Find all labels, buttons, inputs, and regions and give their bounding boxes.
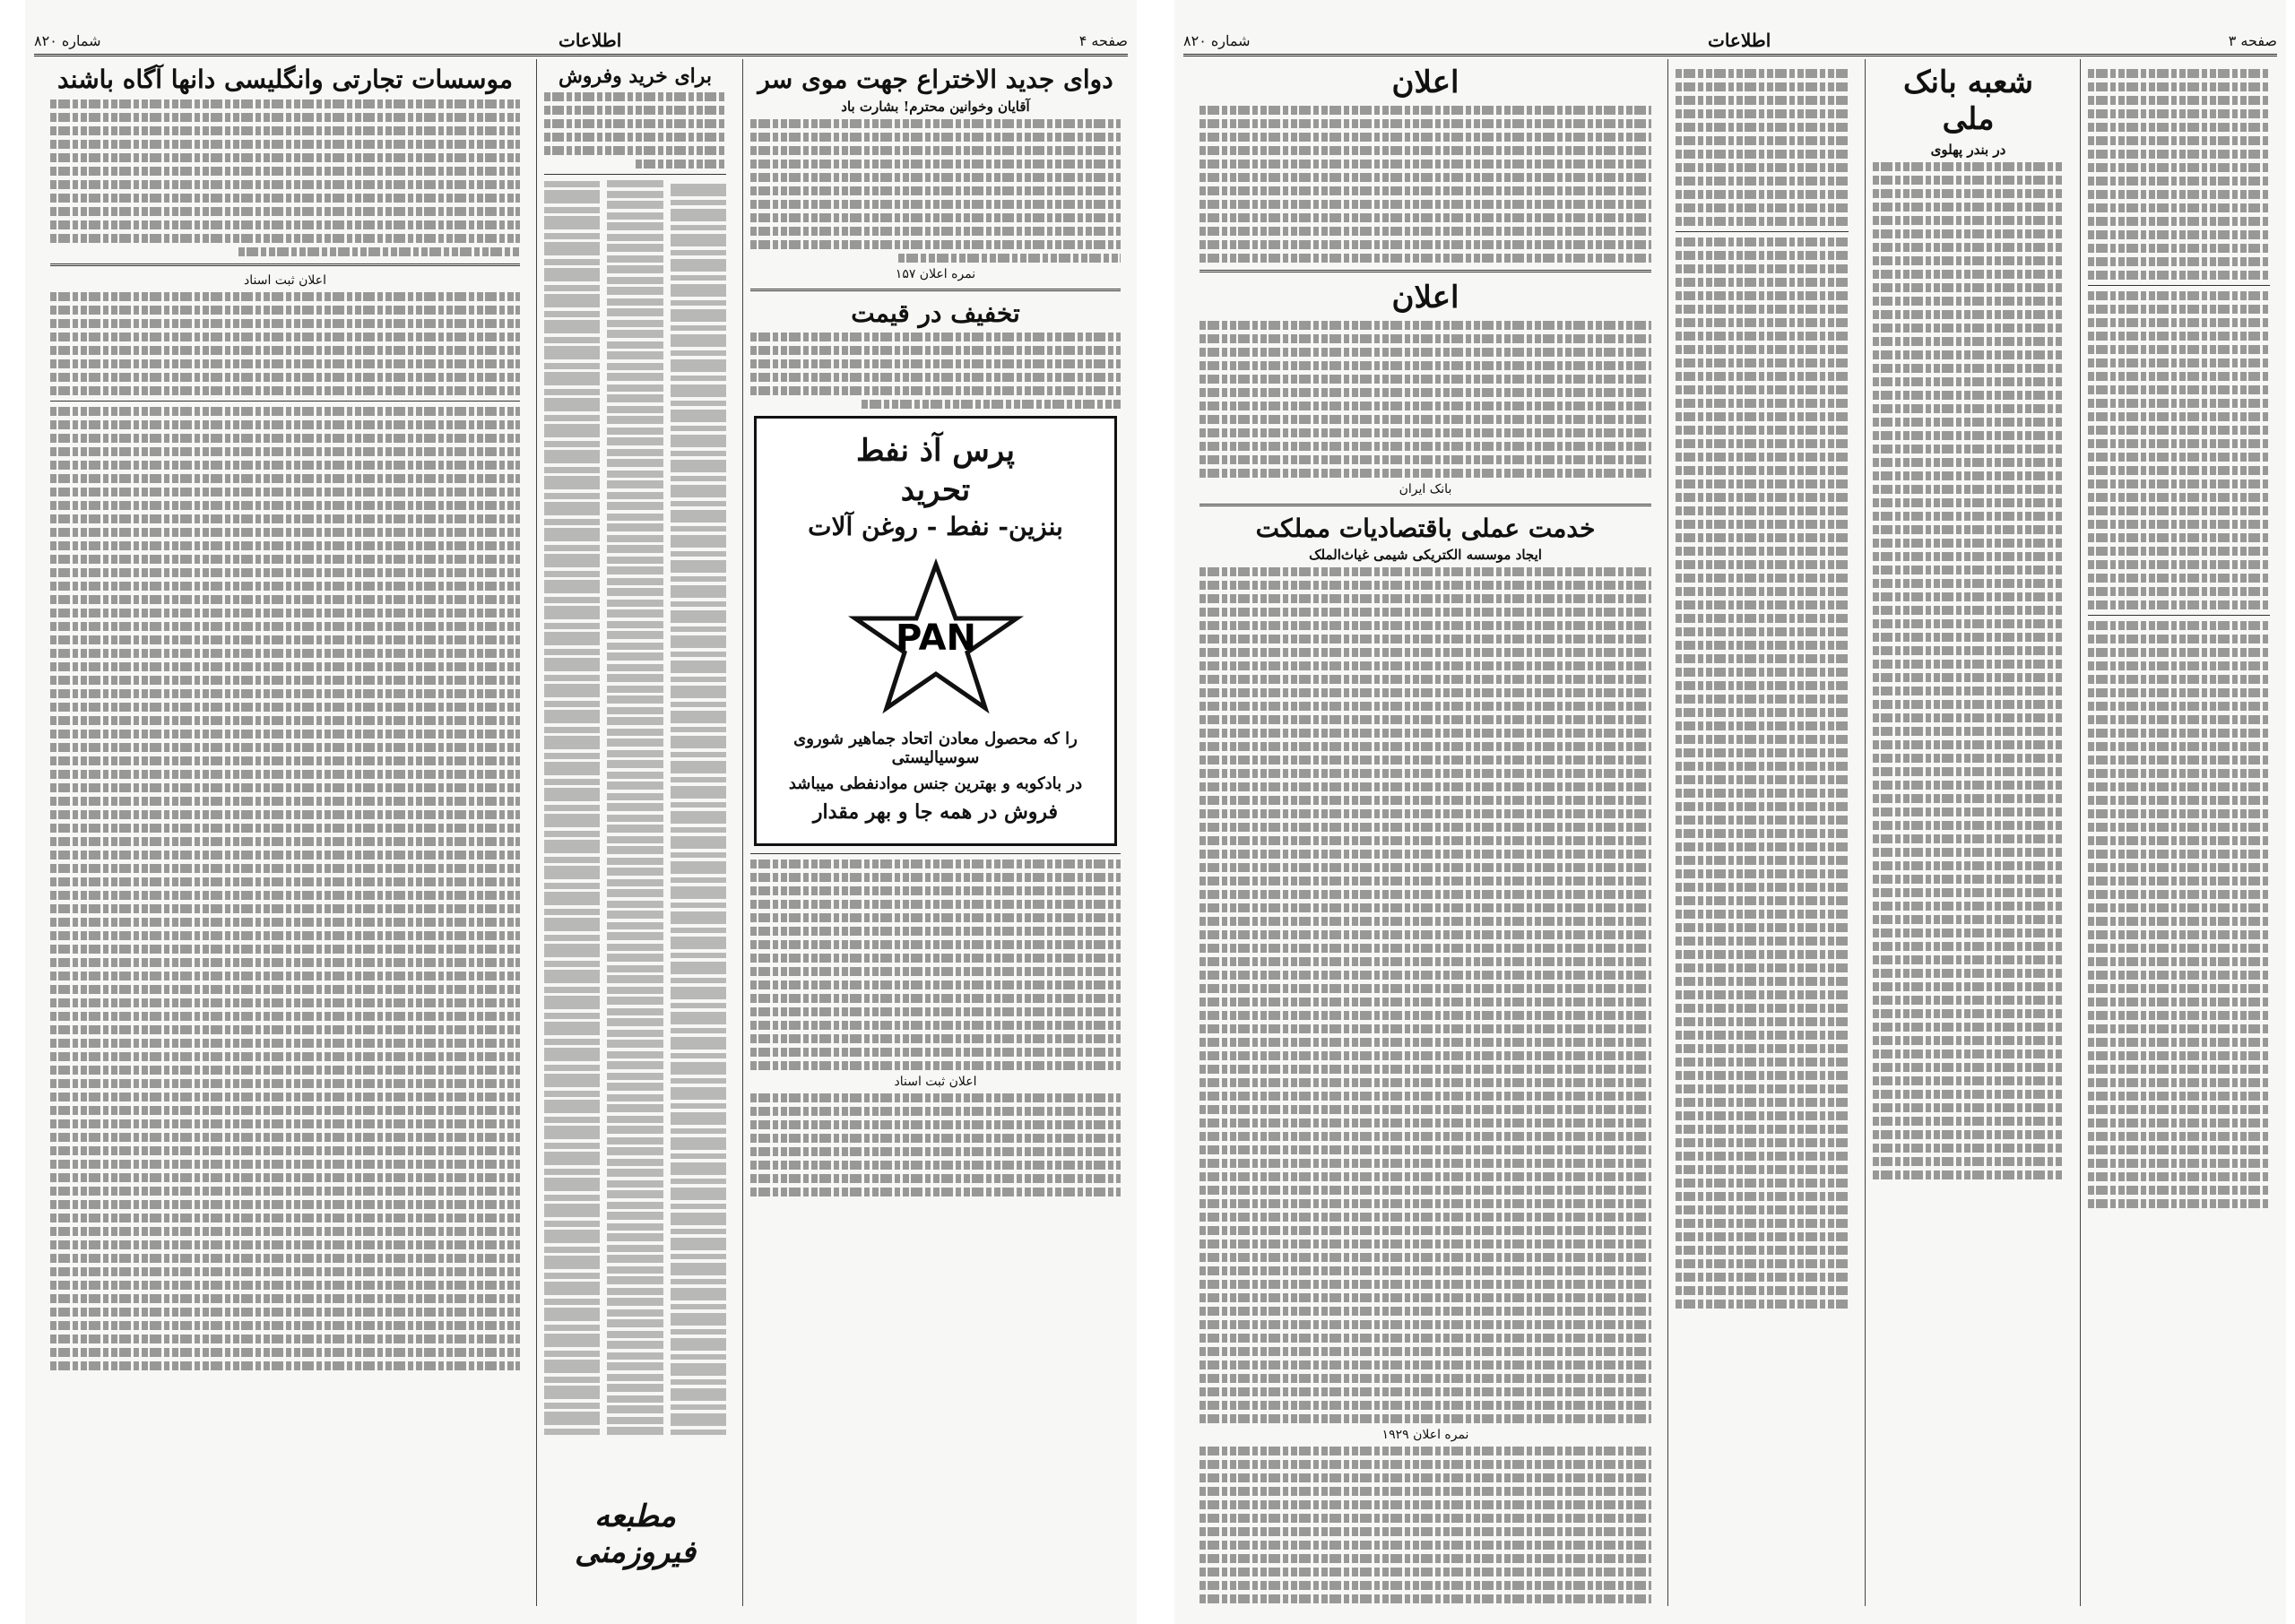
trade-headline: موسسات تجارتی وانگلیسی دانها آگاه باشند bbox=[57, 65, 513, 94]
registry-notice: اعلان ثبت اسناد bbox=[894, 1074, 977, 1089]
ad-line-1: را که محصول معادن اتحاد جماهیر شوروی سوسیالیستی bbox=[793, 729, 1078, 767]
column-medicine bbox=[742, 59, 1128, 1606]
svg-text:PAN: PAN bbox=[895, 617, 976, 659]
ad-title-line-1: پرس آذ نفط bbox=[856, 433, 1015, 470]
page-header bbox=[1183, 27, 2277, 56]
paper-name: اطلاعات bbox=[559, 30, 622, 51]
column-buy-sell bbox=[536, 59, 733, 1606]
paper-name: اطلاعات bbox=[1708, 30, 1771, 51]
service-subheadline: ایجاد موسسه الکتریکی شیمی غیاث‌الملک bbox=[1309, 547, 1542, 564]
page-header bbox=[34, 27, 1128, 56]
registry-notice-2: اعلان ثبت اسناد bbox=[244, 272, 326, 288]
issue-number: شماره ۸۲۰ bbox=[1183, 31, 1251, 49]
bank-subheadline: در بندر پهلوی bbox=[1930, 141, 2006, 158]
page-number: صفحه ۴ bbox=[1078, 31, 1128, 49]
newspaper-page-right bbox=[1174, 0, 2286, 1624]
column-news-right bbox=[2080, 59, 2277, 1606]
page-number: صفحه ۳ bbox=[2228, 31, 2277, 49]
buy-sell-headline: برای خرید وفروش bbox=[558, 65, 713, 88]
notice-number: نمره اعلان ۱۵۷ bbox=[895, 266, 976, 281]
notice-headline-1: اعلان bbox=[1391, 65, 1459, 100]
notice-number: نمره اعلان ۱۹۲۹ bbox=[1381, 1428, 1469, 1443]
printer-signature: مطبعه فیروزمنی bbox=[575, 1499, 696, 1570]
star-logo-icon bbox=[837, 556, 1035, 717]
medicine-subheadline: آقایان وخوانین محترم! بشارت باد bbox=[841, 98, 1030, 115]
oil-advertisement bbox=[754, 416, 1117, 846]
newspaper-page-left bbox=[25, 0, 1137, 1624]
column-trade bbox=[43, 59, 527, 1606]
service-headline: خدمت عملی باقتصادیات مملکت bbox=[1255, 513, 1596, 543]
column-notices bbox=[1192, 59, 1658, 1606]
column-bank bbox=[1865, 59, 2071, 1606]
bank-headline: شعبه بانک ملی bbox=[1903, 65, 2033, 137]
ad-title-line-2: تحرید bbox=[900, 472, 971, 509]
ad-line-2: در بادکوبه و بهترین جنس موادنفطی میباشد bbox=[788, 773, 1083, 793]
bank-iran-signature: بانک ایران bbox=[1399, 481, 1452, 497]
notice-headline-2: اعلان bbox=[1391, 279, 1459, 315]
discount-headline: تخفیف در قیمت bbox=[851, 298, 1020, 328]
issue-number: شماره ۸۲۰ bbox=[34, 31, 101, 49]
ad-title-line-3: بنزین- نفط - روغن آلات bbox=[808, 511, 1063, 541]
medicine-headline: دوای جدید الاختراع جهت موی سر bbox=[758, 65, 1113, 94]
column-news-middle bbox=[1667, 59, 1856, 1606]
ad-line-3: فروش در همه جا و بهر مقدار bbox=[812, 799, 1059, 824]
